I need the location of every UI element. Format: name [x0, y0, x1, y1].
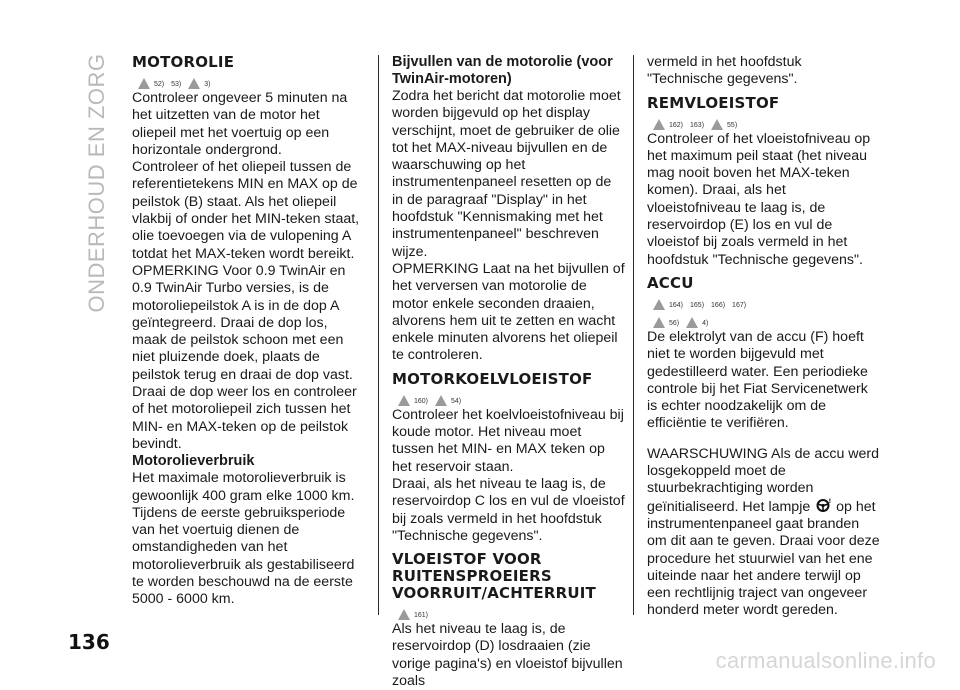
column-2	[392, 54, 626, 690]
heading-motorolie: MOTOROLIE	[132, 53, 235, 71]
ref-mark: 164)	[669, 301, 684, 309]
page-number: 136	[68, 630, 110, 654]
paragraph: De elektrolyt van de accu (F) hoeft niet te worden bijgevuld met gedestilleerd water. Een periodieke controle bij het Fiat Servicenetwerk is echter noodzakelijk om de efficiëntie te verifiëren.	[647, 328, 868, 432]
ref-mark: 4)	[702, 319, 709, 327]
ref-mark: 3)	[204, 81, 211, 88]
ref-mark: 162)	[669, 121, 684, 129]
column-3	[647, 54, 881, 620]
paragraph: Controleer het koelvloeistofniveau bij koude motor. Het niveau moet tussen het MIN- en MAX teken op het reservoir staan.	[392, 406, 624, 475]
ref-mark: 54)	[451, 397, 462, 405]
warning-text: op het instrumentenpaneel gaat branden om dit aan te geven. Draai voor deze procedure het stuurwiel van het ene uiteinde naar het andere terwijl op een rechtlijnig traject van ongeveer honderd meter wordt gereden.	[647, 498, 880, 619]
column-1	[132, 54, 366, 609]
paragraph: Controleer of het oliepeil tussen de referentietekens MIN en MAX op de peilstok (B) staat. Als het oliepeil vlakbij of onder het MIN-teken staat, olie toevoegen via de vulopening A totdat het MAX-teken wordt bereikt.	[132, 159, 360, 262]
watermark: carmanualsonline.info	[715, 648, 936, 673]
warning-icon	[653, 119, 665, 130]
paragraph: Als het niveau te laag is, de reservoirdop (D) losdraaien (zie vorige pagina's) en vloeistof bijvullen zoals	[392, 621, 623, 690]
ref-mark: 165)	[690, 301, 705, 309]
warning-icon	[653, 299, 665, 310]
warning-icon	[188, 78, 200, 89]
heading-remvloeistof: REMVLOEISTOF	[647, 93, 780, 112]
warning-text: WAARSCHUWING Als de accu werd losgekoppeld moet de stuurbekrachtiging worden geïnitialiseerd. Het lampje	[647, 445, 880, 515]
paragraph: Controleer ongeveer 5 minuten na het uitzetten van de motor het oliepeil met het voertuig op een horizontale ondergrond.	[132, 90, 348, 158]
side-chapter-title-text: ONDERHOUD EN ZORG	[84, 53, 109, 313]
subheading-motorolieverbruik: Motorolieverbruik	[132, 453, 255, 470]
paragraph: OPMERKING Laat na het bijvullen of het verversen van motorolie de motor enkele seconden draaien, alvorens hem uit te zetten en wacht enkele minuten alvorens het oliepeil te controleren.	[392, 260, 625, 364]
reference-marks	[653, 311, 881, 328]
ref-mark: 160)	[414, 397, 429, 405]
ref-mark: 53)	[171, 81, 182, 88]
warning-icon	[138, 78, 150, 89]
reference-marks	[138, 72, 366, 89]
warning-icon	[653, 317, 665, 328]
ref-mark: 167)	[732, 301, 747, 309]
paragraph: Draai, als het niveau te laag is, de reservoirdop C los en vul de vloeistof bij zoals vermeld in het hoofdstuk "Technische gegevens".	[392, 475, 625, 544]
ref-mark: 166)	[711, 301, 726, 309]
paragraph: OPMERKING Voor 0.9 TwinAir en 0.9 TwinAir Turbo versies, is de motoroliepeilstok A is in de dop A geïntegreerd. Draai de dop los, maak de peilstok schoon met een niet pluizende doek, plaats de peilstok terug en draai de dop vast. Draai de dop weer los en controleer of het motoroliepeil zich tussen het MIN- en MAX-teken op de peilstok bevindt.	[132, 262, 357, 452]
ref-mark: 163)	[690, 121, 705, 129]
reference-marks	[653, 293, 881, 310]
steering-warning-icon	[814, 498, 832, 513]
column-divider	[633, 55, 634, 615]
paragraph-warning	[647, 446, 881, 620]
subheading-bijvullen: Bijvullen van de motorolie (voor TwinAir-motoren)	[392, 54, 613, 87]
ref-mark: 55)	[727, 121, 738, 129]
paragraph: Het maximale motorolieverbruik is gewoonlijk 400 gram elke 1000 km. Tijdens de eerste gebruiksperiode van het voertuig dienen de omstandigheden van het motorolieverbruik als gestabiliseerd te worden beschouwd na de eerste 5000 - 6000 km.	[132, 470, 355, 608]
reference-marks	[653, 113, 881, 130]
heading-motorkoelvloeistof: MOTORKOELVLOEISTOF	[392, 369, 593, 388]
ref-mark: 56)	[669, 319, 680, 327]
warning-icon	[686, 317, 698, 328]
warning-icon	[711, 119, 723, 130]
reference-marks	[398, 389, 626, 406]
column-divider	[378, 55, 379, 615]
paragraph: vermeld in het hoofdstuk "Technische gegevens".	[647, 54, 802, 88]
warning-icon	[435, 395, 447, 406]
heading-accu: ACCU	[647, 273, 694, 292]
reference-marks	[398, 603, 626, 620]
paragraph: Controleer of het vloeistofniveau op het maximum peil staat (het niveau mag nooit boven het MAX-teken komen). Draai, als het vloeistofniveau te laag is, de reservoirdop (E) los en vul de vloeistof bij zoals vermeld in het hoofdstuk "Technische gegevens".	[647, 130, 871, 268]
ref-mark: 161)	[414, 612, 429, 620]
warning-icon	[398, 395, 410, 406]
svg-text:!: !	[828, 497, 832, 505]
heading-vloeistof-ruitensproeiers: VLOEISTOF VOOR RUITENSPROEIERS VOORRUIT/ACHTERRUIT	[392, 550, 596, 603]
warning-icon	[398, 609, 410, 620]
paragraph: Zodra het bericht dat motorolie moet worden bijgevuld op het display verschijnt, moet de gebruiker de olie tot het MAX-niveau bijvullen en de waarschuwing op het instrumentenpaneel resetten op de in de paragraaf "Display" in het hoofdstuk "Kennismaking met het instrumentenpaneel" beschreven wijze.	[392, 88, 621, 260]
side-chapter-title	[79, 48, 115, 318]
ref-mark: 52)	[154, 81, 165, 88]
